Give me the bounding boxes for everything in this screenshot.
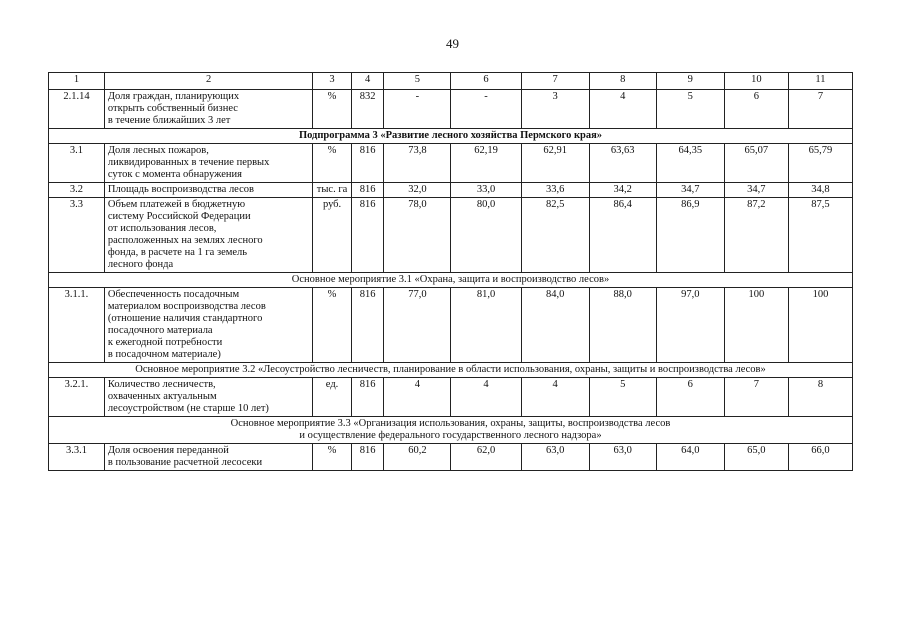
- text-line: в пользование расчетной лесосеки: [107, 457, 263, 468]
- code-cell: 816: [351, 444, 384, 471]
- value-cell: 100: [724, 288, 788, 363]
- section-row: [49, 129, 853, 144]
- column-number-row: [49, 73, 853, 90]
- value-cell: 7: [788, 90, 852, 129]
- text-line: открыть собственный бизнес: [107, 103, 238, 114]
- text-line: от использования лесов,: [107, 223, 217, 234]
- column-number-cell: 2: [104, 73, 312, 90]
- value-cell: 77,0: [384, 288, 451, 363]
- table-row: [49, 378, 853, 417]
- column-number-cell: 11: [788, 73, 852, 90]
- value-cell: 73,8: [384, 144, 451, 183]
- value-cell: 62,0: [451, 444, 521, 471]
- value-cell: 62,19: [451, 144, 521, 183]
- indicator-code: 3.1: [49, 144, 105, 183]
- value-cell: 88,0: [589, 288, 656, 363]
- value-cell: 63,0: [589, 444, 656, 471]
- section-row: [49, 363, 853, 378]
- value-cell: -: [384, 90, 451, 129]
- value-cell: -: [451, 90, 521, 129]
- column-number-cell: 8: [589, 73, 656, 90]
- value-cell: 81,0: [451, 288, 521, 363]
- code-cell: 816: [351, 144, 384, 183]
- text-line: Доля освоения переданной: [107, 445, 229, 456]
- value-cell: 87,5: [788, 198, 852, 273]
- value-cell: 64,35: [656, 144, 724, 183]
- indicator-name: [104, 144, 312, 183]
- value-cell: 100: [788, 288, 852, 363]
- text-line: в посадочном материале): [107, 349, 221, 360]
- indicator-name: [104, 90, 312, 129]
- value-cell: 80,0: [451, 198, 521, 273]
- value-cell: 97,0: [656, 288, 724, 363]
- code-cell: 816: [351, 378, 384, 417]
- value-cell: 64,0: [656, 444, 724, 471]
- indicator-name: [104, 378, 312, 417]
- text-line: ликвидированных в течение первых: [107, 157, 270, 168]
- section-row: [49, 273, 853, 288]
- unit-cell: %: [313, 144, 352, 183]
- text-line: охваченных актуальным: [107, 391, 217, 402]
- unit-cell: ед.: [313, 378, 352, 417]
- value-cell: 6: [656, 378, 724, 417]
- text-line: и осуществление федерального государственного лесного надзора»: [299, 430, 602, 441]
- text-line: посадочного материала: [107, 325, 213, 336]
- table-row: [49, 90, 853, 129]
- column-number-cell: 3: [313, 73, 352, 90]
- table-row: [49, 444, 853, 471]
- value-cell: 5: [656, 90, 724, 129]
- text-line: суток с момента обнаружения: [107, 169, 242, 180]
- column-number-cell: 9: [656, 73, 724, 90]
- value-cell: 65,07: [724, 144, 788, 183]
- value-cell: 34,7: [724, 183, 788, 198]
- value-cell: 87,2: [724, 198, 788, 273]
- value-cell: 65,0: [724, 444, 788, 471]
- value-cell: 4: [521, 378, 589, 417]
- column-number-cell: 1: [49, 73, 105, 90]
- indicator-code: 3.3.1: [49, 444, 105, 471]
- page-number: 49: [446, 36, 459, 51]
- text-line: материалом воспроизводства лесов: [107, 301, 266, 312]
- section-title: [49, 273, 853, 288]
- table-row: [49, 183, 853, 198]
- text-line: расположенных на землях лесного: [107, 235, 263, 246]
- value-cell: 84,0: [521, 288, 589, 363]
- text-line: Основное мероприятие 3.2 «Лесоустройство лесничеств, планирование в области использования, охраны, защиты и воспроизводства лесов»: [135, 364, 766, 375]
- column-number-cell: 7: [521, 73, 589, 90]
- section-title: [49, 417, 853, 444]
- text-line: Основное мероприятие 3.3 «Организация использования, охраны, защиты, воспроизводства лесов: [230, 418, 671, 429]
- indicator-code: 2.1.14: [49, 90, 105, 129]
- unit-cell: %: [313, 288, 352, 363]
- value-cell: 33,0: [451, 183, 521, 198]
- value-cell: 6: [724, 90, 788, 129]
- value-cell: 32,0: [384, 183, 451, 198]
- column-number-cell: 6: [451, 73, 521, 90]
- value-cell: 66,0: [788, 444, 852, 471]
- text-line: Доля лесных пожаров,: [107, 145, 209, 156]
- text-line: лесного фонда: [107, 259, 174, 270]
- text-line: Доля граждан, планирующих: [107, 91, 240, 102]
- text-line: (отношение наличия стандартного: [107, 313, 263, 324]
- indicator-name: [104, 198, 312, 273]
- indicator-code: 3.1.1.: [49, 288, 105, 363]
- section-row: [49, 417, 853, 444]
- text-line: Площадь воспроизводства лесов: [107, 184, 254, 195]
- value-cell: 65,79: [788, 144, 852, 183]
- value-cell: 82,5: [521, 198, 589, 273]
- text-line: Количество лесничеств,: [107, 379, 216, 390]
- value-cell: 86,9: [656, 198, 724, 273]
- value-cell: 78,0: [384, 198, 451, 273]
- table-body: [49, 73, 853, 471]
- code-cell: 816: [351, 288, 384, 363]
- text-line: Основное мероприятие 3.1 «Охрана, защита и воспроизводство лесов»: [291, 274, 610, 285]
- indicators-table: [48, 72, 853, 471]
- value-cell: 34,7: [656, 183, 724, 198]
- indicator-code: 3.3: [49, 198, 105, 273]
- text-line: лесоустройством (не старше 10 лет): [107, 403, 269, 414]
- value-cell: 8: [788, 378, 852, 417]
- value-cell: 34,2: [589, 183, 656, 198]
- text-line: Подпрограмма 3 «Развитие лесного хозяйства Пермского края»: [298, 130, 603, 141]
- table-row: [49, 288, 853, 363]
- unit-cell: %: [313, 90, 352, 129]
- unit-cell: %: [313, 444, 352, 471]
- value-cell: 86,4: [589, 198, 656, 273]
- value-cell: 60,2: [384, 444, 451, 471]
- value-cell: 34,8: [788, 183, 852, 198]
- table-row: [49, 198, 853, 273]
- section-title: [49, 363, 853, 378]
- unit-cell: тыс. га: [313, 183, 352, 198]
- column-number-cell: 5: [384, 73, 451, 90]
- value-cell: 4: [451, 378, 521, 417]
- section-title: [49, 129, 853, 144]
- value-cell: 4: [384, 378, 451, 417]
- column-number-cell: 4: [351, 73, 384, 90]
- text-line: в течение ближайших 3 лет: [107, 115, 231, 126]
- table-row: [49, 144, 853, 183]
- code-cell: 816: [351, 198, 384, 273]
- indicator-code: 3.2: [49, 183, 105, 198]
- column-number-cell: 10: [724, 73, 788, 90]
- text-line: фонда, в расчете на 1 га земель: [107, 247, 248, 258]
- value-cell: 4: [589, 90, 656, 129]
- indicator-code: 3.2.1.: [49, 378, 105, 417]
- indicator-name: [104, 183, 312, 198]
- code-cell: 832: [351, 90, 384, 129]
- text-line: Обеспеченность посадочным: [107, 289, 240, 300]
- value-cell: 7: [724, 378, 788, 417]
- text-line: к ежегодной потребности: [107, 337, 223, 348]
- indicator-name: [104, 444, 312, 471]
- unit-cell: руб.: [313, 198, 352, 273]
- value-cell: 63,0: [521, 444, 589, 471]
- value-cell: 3: [521, 90, 589, 129]
- value-cell: 33,6: [521, 183, 589, 198]
- indicator-name: [104, 288, 312, 363]
- value-cell: 62,91: [521, 144, 589, 183]
- value-cell: 5: [589, 378, 656, 417]
- code-cell: 816: [351, 183, 384, 198]
- text-line: Объем платежей в бюджетную: [107, 199, 246, 210]
- text-line: систему Российской Федерации: [107, 211, 251, 222]
- value-cell: 63,63: [589, 144, 656, 183]
